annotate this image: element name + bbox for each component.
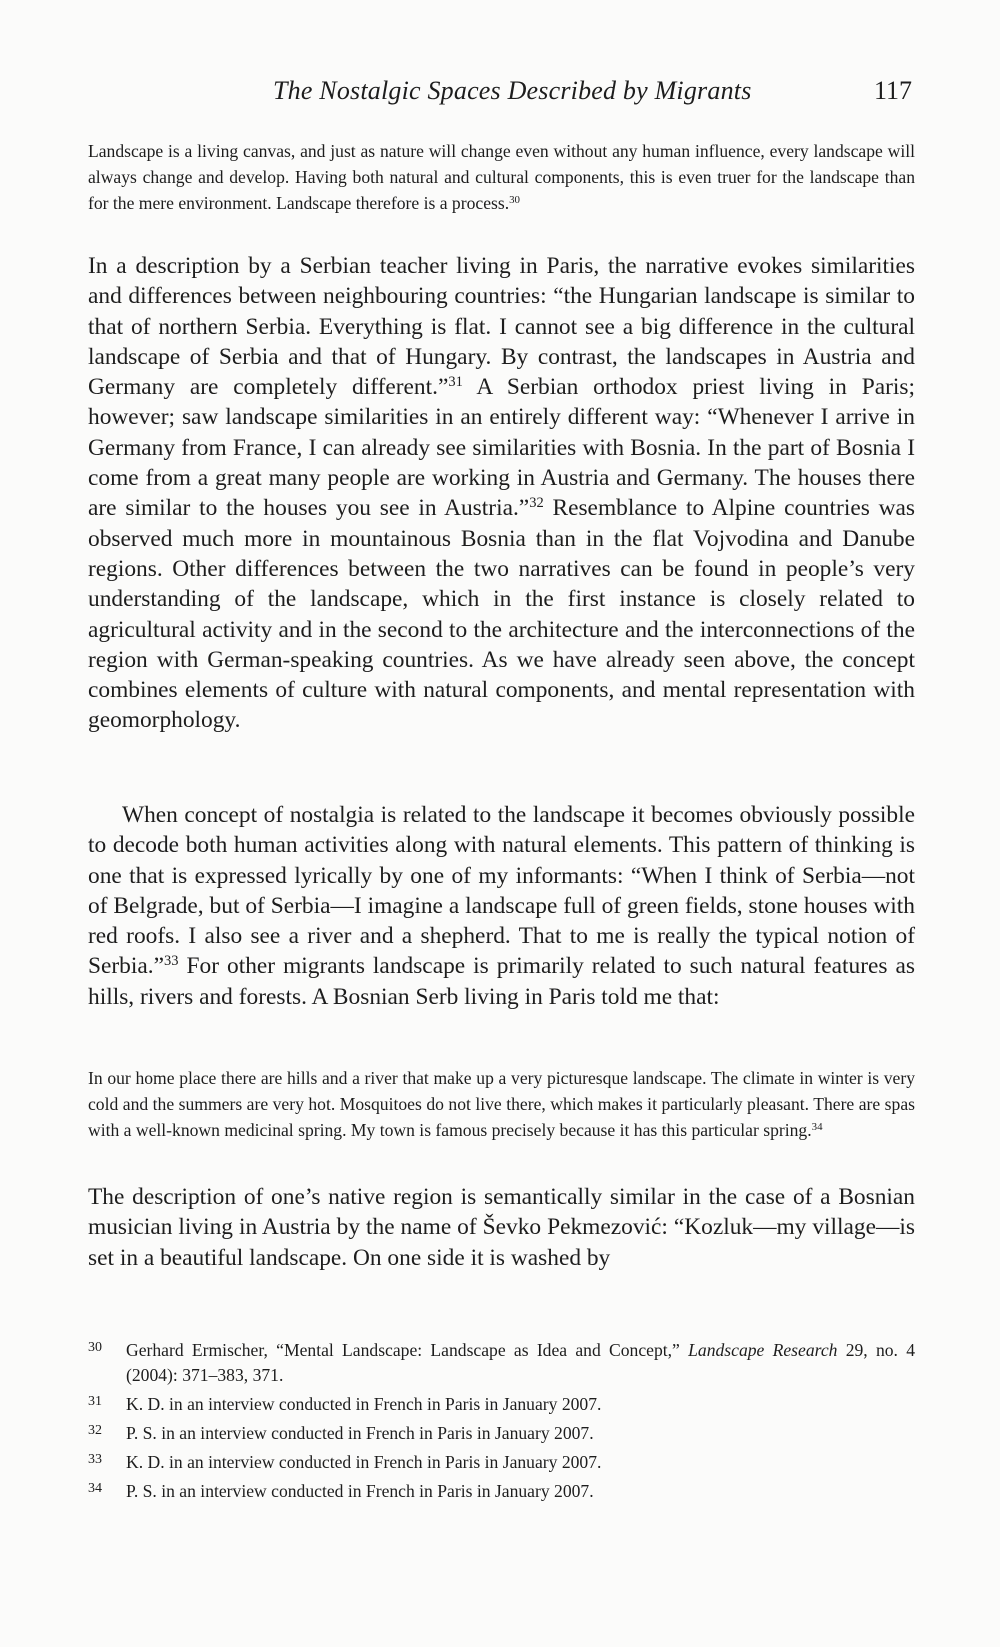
running-head <box>88 76 912 116</box>
footnote-ref-30[interactable]: 30 <box>509 194 520 207</box>
paragraph-2-text-b: For other migrants landscape is primarily related to such natural features as hills, rivers and forests. A Bosnian Serb living in Paris told me that: <box>88 953 915 1010</box>
page-number: 117 <box>873 76 912 105</box>
footnote-number: 33 <box>88 1452 102 1467</box>
running-title: The Nostalgic Spaces Described by Migrants <box>273 76 752 105</box>
paragraph-1-text-a: In a description by a Serbian teacher living in Paris, the narrative evokes similarities and differences between neighbouring countries: “the Hungarian landscape is similar to that of northern Serbia. Everything is flat. I cannot see a big difference in the cultural landscape of Serbia and that of Hungary. By contrast, the landscapes in Austria and Germany are completely different.” <box>88 253 915 401</box>
block-quote-2 <box>88 1065 915 1144</box>
footnote-text: K. D. in an interview conducted in French in Paris in January 2007. <box>126 1452 602 1472</box>
footnote-ref-31[interactable]: 31 <box>448 374 463 391</box>
footnote-number: 32 <box>88 1423 102 1438</box>
footnote-31 <box>88 1392 915 1417</box>
footnote-34 <box>88 1479 915 1504</box>
footnote-32 <box>88 1421 915 1446</box>
block-quote-1 <box>88 138 915 217</box>
footnote-number: 34 <box>88 1481 102 1496</box>
footnote-ref-34[interactable]: 34 <box>811 1121 823 1134</box>
body-paragraph-1 <box>88 251 915 736</box>
footnote-text: P. S. in an interview conducted in French in Paris in January 2007. <box>126 1423 594 1443</box>
block-quote-2-text: In our home place there are hills and a river that make up a very picturesque landscape. The climate in winter is very cold and the summers are very hot. Mosquitoes do not live there, which makes it particularly pleasant. There are spas with a well-known medicinal spring. My town is famous precisely because it has this particular spring. <box>88 1068 915 1141</box>
footnote-journal-title: Landscape Research <box>688 1340 838 1360</box>
body-paragraph-2 <box>88 800 915 1012</box>
paragraph-1-text-c: Resemblance to Alpine countries was observed much more in mountainous Bosnia than in the flat Vojvodina and Danube regions. Other differences between the two narratives can be found in people’s very understanding of the landscape, which in the first instance is closely related to agricultural activity and in the second to the architecture and the interconnections of the region with German-speaking countries. As we have already seen above, the concept combines elements of culture with natural components, and mental representation with geomorphology. <box>88 495 915 734</box>
footnote-30 <box>88 1338 915 1388</box>
footnotes <box>88 1338 915 1508</box>
paragraph-3-text: The description of one’s native region is semantically similar in the case of a Bosnian musician living in Austria by the name of Ševko Pekmezović: “Kozluk—my village—is set in a beautiful landscape. On one side it is washed by <box>88 1184 915 1271</box>
block-quote-1-text: Landscape is a living canvas, and just as nature will change even without any human influence, every landscape will always change and develop. Having both natural and cultural components, this is even truer for the landscape than for the mere environment. Landscape therefore is a process. <box>88 141 915 214</box>
footnote-text: Gerhard Ermischer, “Mental Landscape: Landscape as Idea and Concept,” <box>126 1340 689 1360</box>
footnote-number: 30 <box>88 1340 102 1355</box>
footnote-number: 31 <box>88 1394 102 1409</box>
paragraph-2-text-a: When concept of nostalgia is related to the landscape it becomes obviously possible to decode both human activities along with natural elements. This pattern of thinking is one that is expressed lyrically by one of my informants: “When I think of Serbia—not of Belgrade, but of Serbia—I imagine a landscape full of green fields, stone houses with red roofs. I also see a river and a shepherd. That to me is really the typical notion of Serbia.” <box>88 802 915 980</box>
paragraph-1-text-b: A Serbian orthodox priest living in Paris; however; saw landscape similarities in an entirely different way: “Whenever I arrive in Germany from France, I can already see similarities with Bosnia. In the part of Bosnia I come from a great many people are working in Austria and Germany. The houses there are similar to the houses you see in Austria.” <box>88 374 915 522</box>
footnote-ref-32[interactable]: 32 <box>529 495 544 512</box>
footnote-text: P. S. in an interview conducted in French in Paris in January 2007. <box>126 1481 594 1501</box>
body-paragraph-3 <box>88 1182 915 1273</box>
footnote-text: K. D. in an interview conducted in French in Paris in January 2007. <box>126 1394 602 1414</box>
footnote-text: 29, no. 4 (2004): 371–383, 371. <box>126 1340 915 1385</box>
footnote-ref-33[interactable]: 33 <box>164 953 179 970</box>
footnote-33 <box>88 1450 915 1475</box>
